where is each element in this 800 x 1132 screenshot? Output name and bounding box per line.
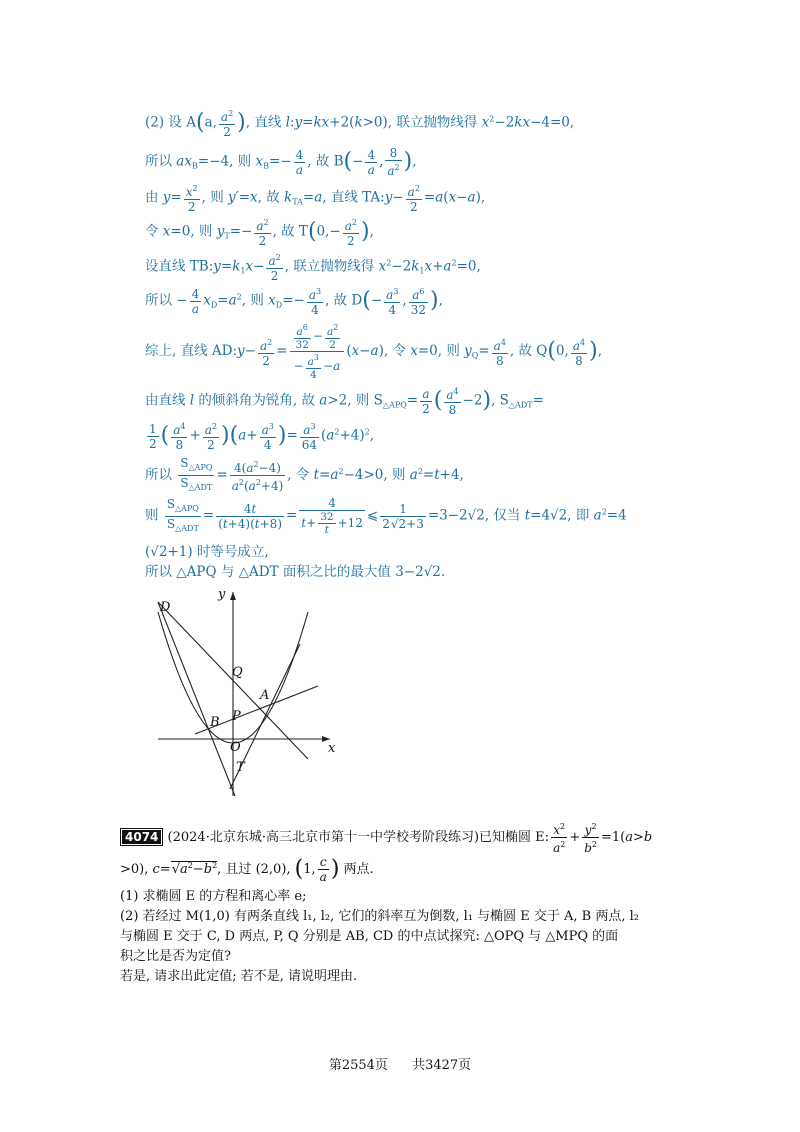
problem-q2d: 若是, 请求出此定值; 若不是, 请说明理由.: [120, 969, 358, 984]
solution-line-12: (√2+1) 时等号成立,: [145, 544, 269, 560]
label-D: D: [160, 600, 171, 615]
solution-line-6: 所以 − $\frac{4}{a}$ $x_D=a^2$, 则 $x_D=-$ $\frac{a^3}{4}$ , 故 D(− $\frac{a^3}{4}$ , $\frac{a^6}{32}$ ),: [145, 286, 443, 317]
label-A: A: [260, 688, 270, 703]
page-number: 第2554页: [328, 1058, 388, 1073]
solution-line-3: 由 y= $\frac{x^2}{2}$ , 则 y′=x, 故 $k_{TA}=a$, 直线 TA:y− $\frac{a^2}{2}$ =a(x−a),: [145, 184, 486, 214]
problem-q2a: (2) 若经过 M(1,0) 有两条直线 l₁, l₂, 它们的斜率互为倒数, l₁ 与椭圆 E 交于 A, B 两点, l₂: [120, 909, 639, 924]
solution-line-5: 设直线 $TB:y=k_1x-$ $\frac{a^2}{2}$ , 联立抛物线得 $x^2-2k_1x+a^2=0$,: [145, 253, 481, 283]
solution-line-1: (2) 设 A(a, $\frac{a^2}{2}$ ), 直线 l:y=kx+2(k>0), 联立抛物线得 $x^2-2kx-4=0$,: [145, 109, 575, 139]
problem-line-1: 4074 (2024·北京东城·高三北京市第十一中学校考阶段练习)已知椭圆 E: $\frac{x^2}{a^2}$ + $\frac{y^2}{b^2}$ =1(a>b: [120, 820, 680, 855]
problem-source: (2024·北京东城·高三北京市第十一中学校考阶段练习): [167, 830, 480, 845]
label-P: P: [232, 709, 241, 724]
label-O: O: [230, 740, 241, 755]
problem-number: 4074: [120, 828, 163, 846]
problem-q2b: 与椭圆 E 交于 C, D 两点, P, Q 分别是 AB, CD 的中点试探究: △OPQ 与 △MPQ 的面: [120, 929, 619, 944]
problem-q1: (1) 求椭圆 E 的方程和离心率 e;: [120, 889, 307, 904]
geometry-figure: [150, 584, 345, 804]
parabola-diagram: [150, 584, 345, 804]
problem-q2c: 积之比是否为定值?: [120, 949, 231, 964]
label-T: T: [236, 760, 245, 775]
solution-line-7: 综上, 直线 AD:y− $\frac{a^2}{2}$ = $\frac{a^6}{32}$ − $\frac{a^2}{2}$ − $\frac{a^3}{4}$ −a (x−a), 令 x=0, 则 $y_Q=$ $\frac{a^4}{8}$ , 故 Q(0, $\frac{a^4}{8}$ ),: [145, 323, 602, 381]
label-B: B: [210, 715, 220, 730]
solution-line-4: 令 x=0, 则 $y_T=-$ $\frac{a^2}{2}$ , 故 T(0,− $\frac{a^2}{2}$ ),: [145, 218, 374, 248]
label-y: y: [218, 587, 226, 602]
solution-line-8: 由直线 l 的倾斜角为锐角, 故 a>2, 则 $S_{\triangle APQ}=$ $\frac{a}{2}$ ( $\frac{a^4}{8}$ −2), $S_{\triangle ADT}=$: [145, 386, 544, 417]
label-x: x: [328, 741, 336, 756]
solution-line-2: 所以 $ax_B=-4$, 则 $x_B=-$ $\frac{4}{a}$ , 故 B(− $\frac{4}{a}$ , $\frac{8}{a^2}$ ),: [145, 146, 417, 178]
line-DT: [158, 602, 235, 796]
label-Q: Q: [232, 665, 243, 680]
solution-line-9: $\frac{1}{2}$ ( $\frac{a^4}{8}$ + $\frac{a^2}{2}$ )(a+ $\frac{a^3}{4}$ )= $\frac{a^3}{64}$ $(a^2+4)^2$,: [149, 421, 375, 452]
page-footer: [0, 1054, 800, 1073]
page-total: 共3427页: [412, 1058, 472, 1073]
solution-line-10: 所以 $\frac{S_{\triangle APQ}}{S_{\triangle ADT}}$ = $\frac{4(a^2-4)}{a^2(a^2+4)}$ , 令 $t=a^2-4>0$, 则 $a^2=t+4$,: [145, 456, 464, 493]
solution-line-13: 所以 △APQ 与 △ADT 面积之比的最大值 3−2√2.: [145, 564, 446, 580]
solution-line-11: 则 $\frac{S_{\triangle APQ}}{S_{\triangle ADT}}$ = $\frac{4t}{(t+4)(t+8)}$ = 4 t+ $\frac{32}{t}$ +12 ⩽ $\frac{1}{2√2+3}$ =3−2√2, 仅当 t=4√2, 即 $a^2=4$: [145, 496, 627, 536]
problem-line-2: >0), $c=√a^2-b^2$, 且过 (2,0), (1, $\frac{c}{a}$ ) 两点.: [120, 855, 374, 884]
